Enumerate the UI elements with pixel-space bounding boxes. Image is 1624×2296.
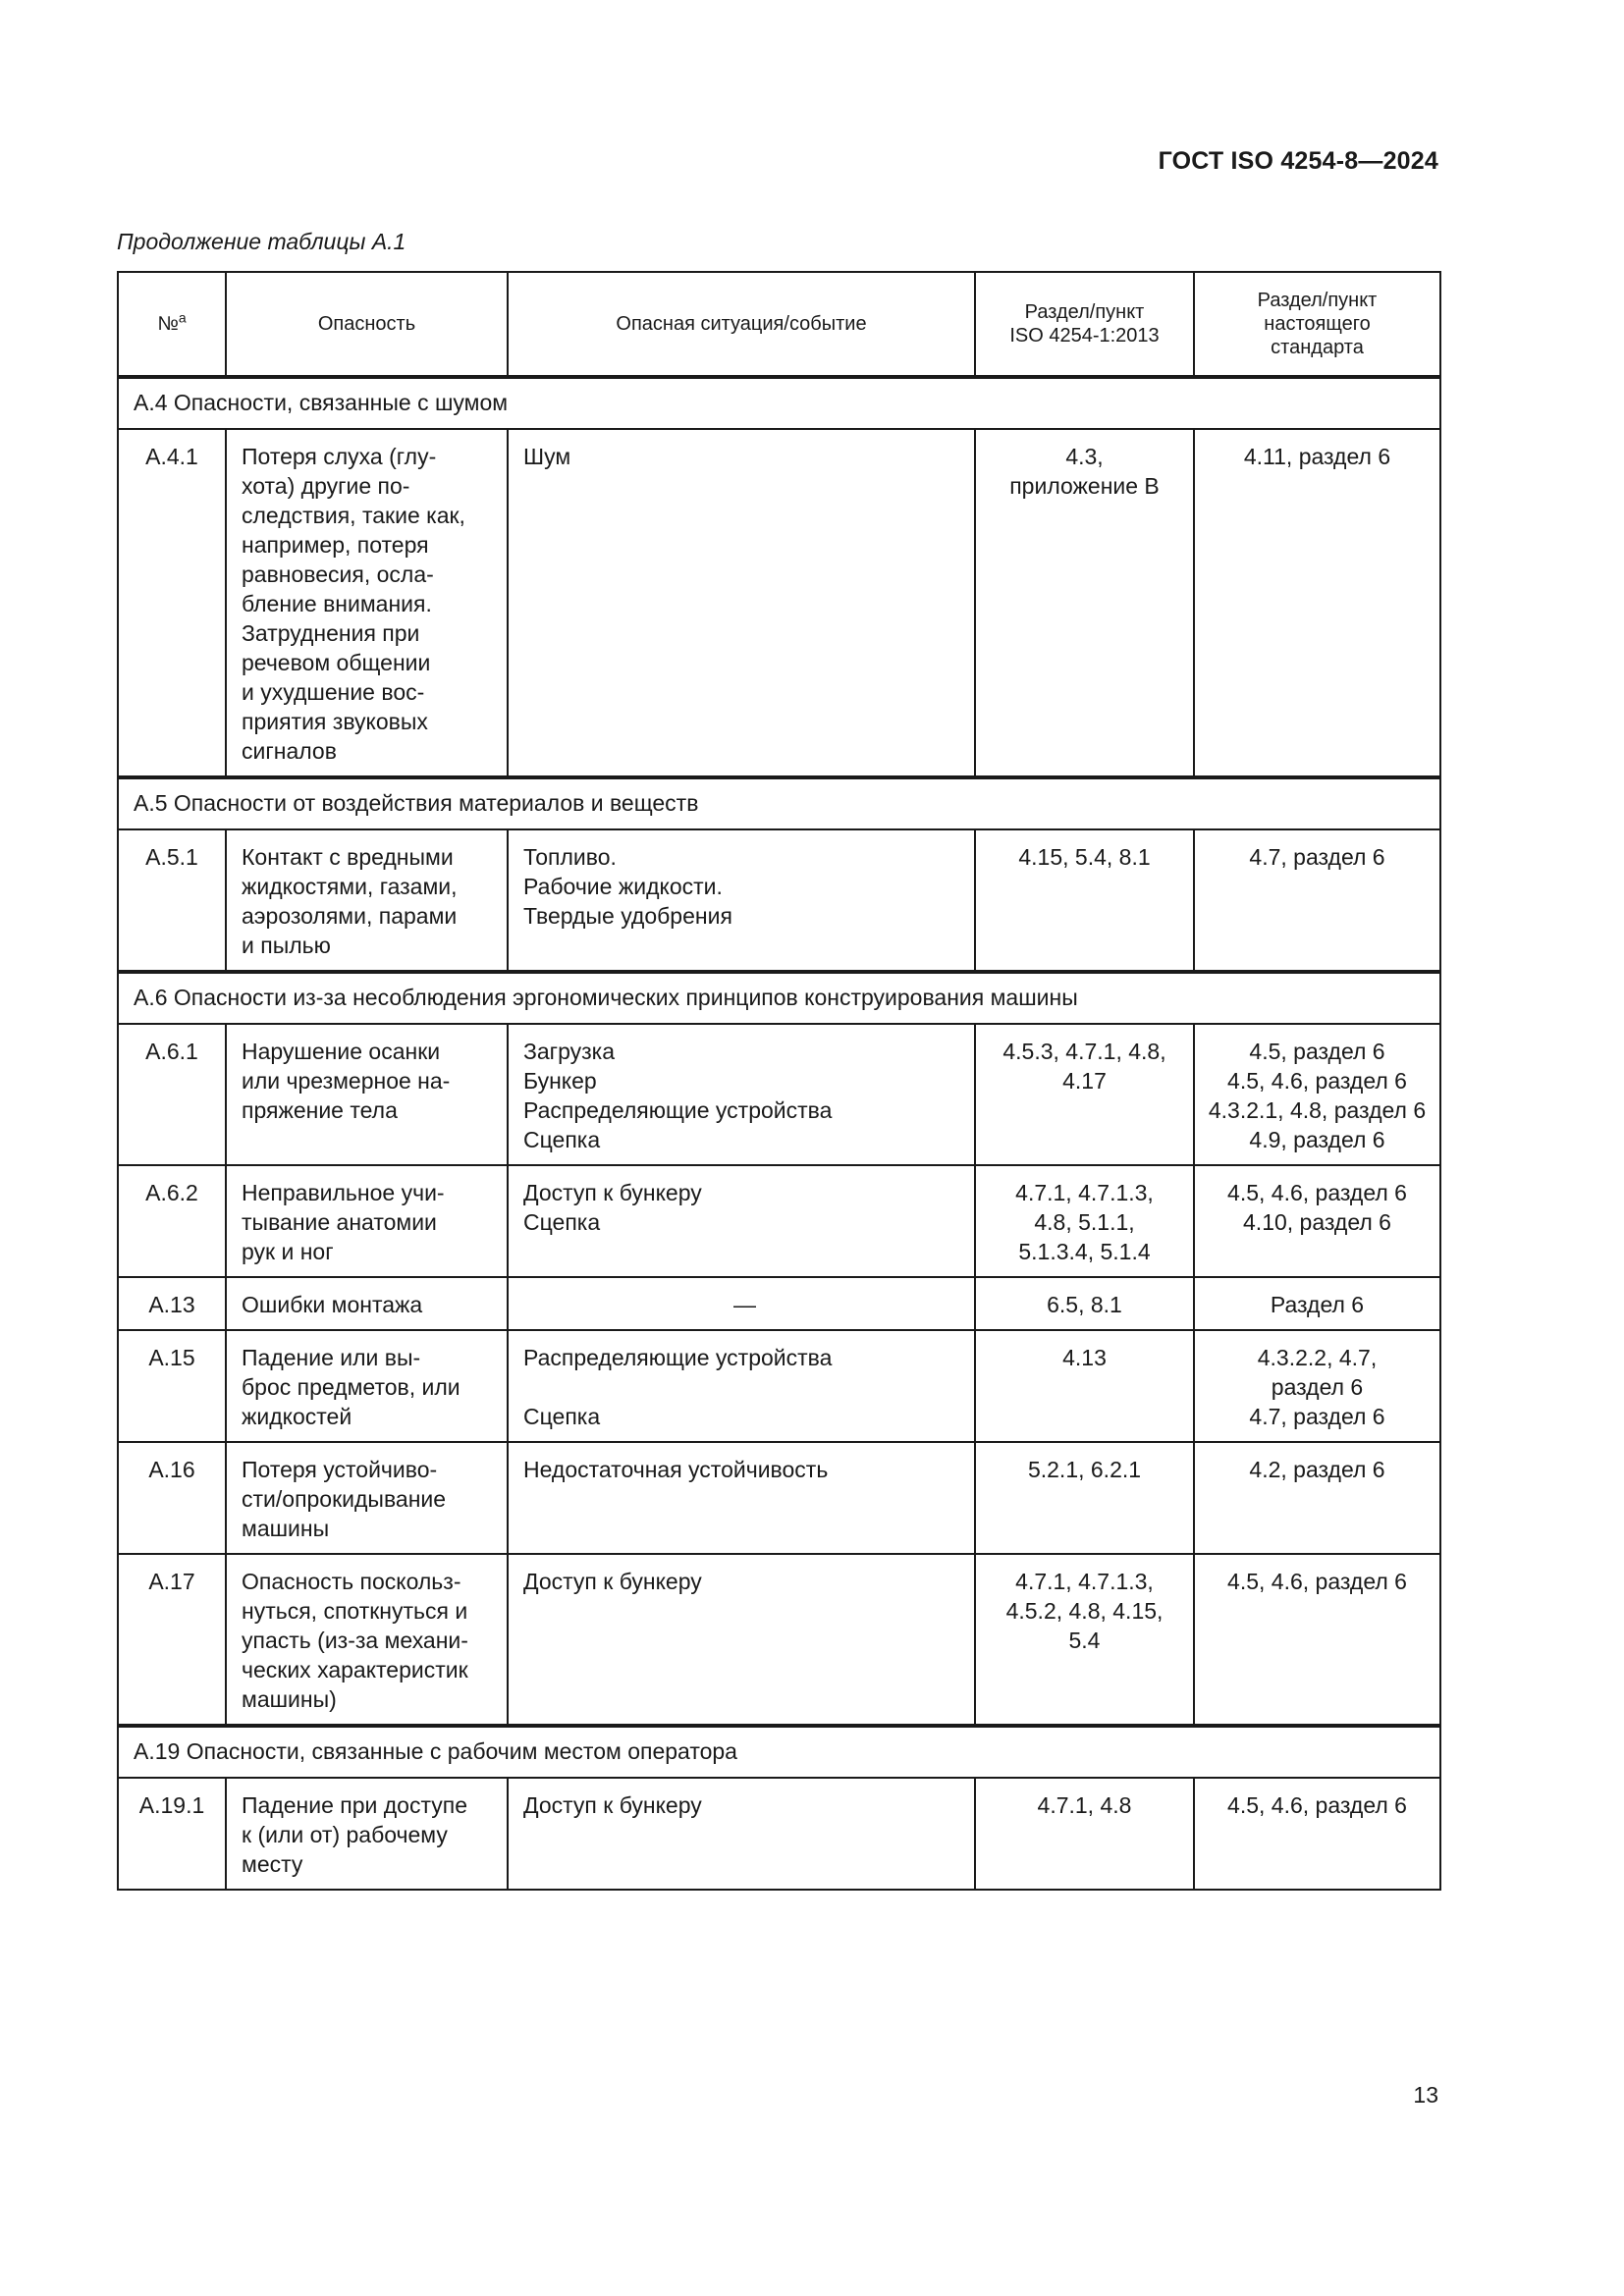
iso-clause-cell: [975, 1778, 1194, 1890]
table-row: [118, 429, 1440, 776]
cell-text-line: Падение при доступе: [242, 1792, 467, 1818]
hazard-cell: [226, 1442, 508, 1554]
header-iso-clause: [975, 272, 1194, 376]
document-code: ГОСТ ISO 4254-8—2024: [1158, 147, 1438, 175]
cell-text-line: речевом общении: [242, 650, 431, 675]
cell-text-line: Падение или вы-: [242, 1345, 421, 1370]
cell-text-line: равновесия, осла-: [242, 561, 434, 587]
cell-text-line: Доступ к бункеру: [523, 1569, 702, 1594]
cell-text-line: аэрозолями, парами: [242, 903, 458, 929]
hazard-cell: [226, 1554, 508, 1725]
row-number: А.17: [118, 1554, 226, 1725]
cell-text-line: 4.7, раздел 6: [1249, 844, 1385, 870]
situation-cell: [508, 429, 975, 776]
table-row: [118, 1554, 1440, 1725]
hazard-cell: [226, 1330, 508, 1442]
cell-text-line: 4.7.1, 4.7.1.3,: [1015, 1569, 1154, 1594]
group-row: [118, 1725, 1440, 1778]
cell-text-line: Раздел/пункт: [1024, 301, 1145, 323]
cell-text-line: 4.7.1, 4.7.1.3,: [1015, 1180, 1154, 1205]
cell-text-line: Сцепка: [523, 1127, 601, 1152]
row-number: А.4.1: [118, 429, 226, 776]
table-row: [118, 829, 1440, 971]
situation-cell: [508, 1024, 975, 1165]
cell-text-line: 4.9, раздел 6: [1249, 1127, 1385, 1152]
cell-text-line: 4.5, 4.6, раздел 6: [1227, 1792, 1407, 1818]
cell-text-line: брос предметов, или: [242, 1374, 460, 1400]
cell-text-line: Распределяющие устройства: [523, 1345, 833, 1370]
cell-text-line: жидкостями, газами,: [242, 874, 458, 899]
header-num: №$^a$: [118, 272, 226, 376]
cell-text-line: ISO 4254-1:2013: [1009, 325, 1160, 347]
standard-clause-cell: [1194, 829, 1440, 971]
hazard-cell: [226, 1165, 508, 1277]
cell-text-line: 4.3.2.2, 4.7,: [1257, 1345, 1378, 1370]
cell-text-line: стандарта: [1271, 337, 1364, 358]
row-number: А.13: [118, 1277, 226, 1330]
situation-cell: [508, 1442, 975, 1554]
hazard-table: [117, 271, 1441, 1891]
hazard-cell: [226, 1778, 508, 1890]
cell-text-line: и ухудшение вос-: [242, 679, 425, 705]
cell-text-line: жидкостей: [242, 1404, 352, 1429]
page-number: 13: [1413, 2082, 1438, 2108]
cell-text-line: упасть (из-за механи-: [242, 1628, 468, 1653]
hazard-cell: [226, 429, 508, 776]
cell-text-line: Сцепка: [523, 1209, 601, 1235]
table-header-row: [118, 272, 1440, 376]
group-heading-a6: А.6 Опасности из-за несоблюдения эргономических принципов конструирования машины: [118, 971, 1440, 1024]
cell-text-line: сти/опрокидывание: [242, 1486, 447, 1512]
cell-text-line: Контакт с вредными: [242, 844, 454, 870]
cell-text-line: месту: [242, 1851, 303, 1877]
situation-cell: [508, 829, 975, 971]
situation-cell: [508, 1778, 975, 1890]
cell-text-line: Потеря устойчиво-: [242, 1457, 438, 1482]
cell-text-line: приятия звуковых: [242, 709, 428, 734]
cell-text-line: 4.17: [1062, 1068, 1107, 1094]
hazard-cell: [226, 1277, 508, 1330]
cell-text-line: 4.5.2, 4.8, 4.15,: [1005, 1598, 1164, 1624]
cell-text-line: 5.1.3.4, 5.1.4: [1018, 1239, 1151, 1264]
cell-text-line: Неправильное учи-: [242, 1180, 445, 1205]
row-number: А.15: [118, 1330, 226, 1442]
table-row: [118, 1330, 1440, 1442]
cell-text-line: бление внимания.: [242, 591, 432, 616]
cell-text-line: Раздел 6: [1270, 1292, 1365, 1317]
cell-text-line: машины: [242, 1516, 330, 1541]
group-heading-a19: А.19 Опасности, связанные с рабочим местом оператора: [118, 1725, 1440, 1778]
standard-clause-cell: [1194, 1277, 1440, 1330]
row-number: А.16: [118, 1442, 226, 1554]
group-row: [118, 971, 1440, 1024]
table-row: [118, 1778, 1440, 1890]
table-row: [118, 1442, 1440, 1554]
cell-text-line: настоящего: [1264, 313, 1371, 335]
cell-text-line: тывание анатомии: [242, 1209, 437, 1235]
row-number: А.6.2: [118, 1165, 226, 1277]
cell-text-line: приложение B: [1009, 473, 1160, 499]
cell-text-line: Загрузка: [523, 1039, 616, 1064]
situation-cell: [508, 1277, 975, 1330]
standard-clause-cell: [1194, 1024, 1440, 1165]
cell-text-line: Раздел/пункт: [1257, 290, 1378, 311]
cell-text-line: ческих характеристик: [242, 1657, 468, 1682]
cell-text-line: 4.15, 5.4, 8.1: [1018, 844, 1151, 870]
cell-text-line: 4.5, 4.6, раздел 6: [1227, 1180, 1407, 1205]
cell-text-line: или чрезмерное на-: [242, 1068, 451, 1094]
table-row: [118, 1165, 1440, 1277]
cell-text-line: Бункер: [523, 1068, 597, 1094]
cell-text-line: Рабочие жидкости.: [523, 874, 723, 899]
iso-clause-cell: [975, 1330, 1194, 1442]
cell-text-line: раздел 6: [1271, 1374, 1364, 1400]
table-row: [118, 1277, 1440, 1330]
cell-text-line: Нарушение осанки: [242, 1039, 441, 1064]
row-number: А.5.1: [118, 829, 226, 971]
cell-text-line: 4.3,: [1065, 444, 1104, 469]
cell-text-line: Недостаточная устойчивость: [523, 1457, 829, 1482]
cell-text-line: нуться, споткнуться и: [242, 1598, 468, 1624]
table-row: [118, 1024, 1440, 1165]
iso-clause-cell: [975, 429, 1194, 776]
cell-text-line: Потеря слуха (глу-: [242, 444, 437, 469]
cell-text-line: 4.5, 4.6, раздел 6: [1227, 1068, 1407, 1094]
cell-text-line: к (или от) рабочему: [242, 1822, 448, 1847]
iso-clause-cell: [975, 1165, 1194, 1277]
iso-clause-cell: [975, 1442, 1194, 1554]
standard-clause-cell: [1194, 429, 1440, 776]
cell-text-line: Ошибки монтажа: [242, 1292, 423, 1317]
situation-cell: [508, 1330, 975, 1442]
group-row: [118, 776, 1440, 829]
standard-clause-cell: [1194, 1778, 1440, 1890]
cell-text-line: Доступ к бункеру: [523, 1792, 702, 1818]
standard-clause-cell: [1194, 1442, 1440, 1554]
cell-text-line: хота) другие по-: [242, 473, 410, 499]
iso-clause-cell: [975, 1554, 1194, 1725]
cell-text-line: 4.7, раздел 6: [1249, 1404, 1385, 1429]
iso-clause-cell: [975, 1277, 1194, 1330]
cell-text-line: Сцепка: [523, 1404, 601, 1429]
cell-text-line: 4.3.2.1, 4.8, раздел 6: [1208, 1097, 1427, 1123]
cell-text-line: Топливо.: [523, 844, 617, 870]
iso-clause-cell: [975, 1024, 1194, 1165]
header-situation: Опасная ситуация/событие: [508, 272, 975, 376]
cell-text-line: 6.5, 8.1: [1047, 1292, 1122, 1317]
header-hazard: Опасность: [226, 272, 508, 376]
cell-text-line: Опасность поскольз-: [242, 1569, 461, 1594]
standard-clause-cell: [1194, 1330, 1440, 1442]
cell-text-line: рук и ног: [242, 1239, 334, 1264]
group-heading-a5: А.5 Опасности от воздействия материалов и веществ: [118, 776, 1440, 829]
row-number: А.6.1: [118, 1024, 226, 1165]
cell-text-line: Доступ к бункеру: [523, 1180, 702, 1205]
hazard-cell: [226, 829, 508, 971]
cell-text-line: машины): [242, 1686, 337, 1712]
hazard-cell: [226, 1024, 508, 1165]
cell-text-line: 4.5, 4.6, раздел 6: [1227, 1569, 1407, 1594]
cell-text-line: пряжение тела: [242, 1097, 398, 1123]
cell-text-line: 4.10, раздел 6: [1243, 1209, 1391, 1235]
cell-text-line: 4.2, раздел 6: [1249, 1457, 1385, 1482]
cell-text-line: и пылью: [242, 933, 331, 958]
cell-text-line: 4.8, 5.1.1,: [1034, 1209, 1135, 1235]
cell-text-line: 4.5.3, 4.7.1, 4.8,: [1002, 1039, 1166, 1064]
group-heading-a4: А.4 Опасности, связанные с шумом: [118, 376, 1440, 429]
cell-text-line: 4.11, раздел 6: [1243, 444, 1391, 469]
cell-text-line: 5.2.1, 6.2.1: [1027, 1457, 1142, 1482]
cell-text-line: следствия, такие как,: [242, 503, 465, 528]
row-number: А.19.1: [118, 1778, 226, 1890]
standard-clause-cell: [1194, 1165, 1440, 1277]
cell-text-line: Твердые удобрения: [523, 903, 732, 929]
iso-clause-cell: [975, 829, 1194, 971]
table-caption: Продолжение таблицы А.1: [117, 229, 406, 254]
cell-text-line: например, потеря: [242, 532, 429, 558]
cell-text-line: сигналов: [242, 738, 337, 764]
cell-text-line: Шум: [523, 444, 571, 469]
cell-text-line: 4.5, раздел 6: [1249, 1039, 1385, 1064]
standard-clause-cell: [1194, 1554, 1440, 1725]
group-row: [118, 376, 1440, 429]
cell-text-line: 5.4: [1068, 1628, 1101, 1653]
cell-text-line: —: [733, 1292, 756, 1317]
header-standard-clause: [1194, 272, 1440, 376]
cell-text-line: Затруднения при: [242, 620, 420, 646]
cell-text-line: 4.7.1, 4.8: [1037, 1792, 1132, 1818]
cell-text-line: Распределяющие устройства: [523, 1097, 833, 1123]
situation-cell: [508, 1165, 975, 1277]
cell-text-line: 4.13: [1062, 1345, 1107, 1370]
situation-cell: [508, 1554, 975, 1725]
